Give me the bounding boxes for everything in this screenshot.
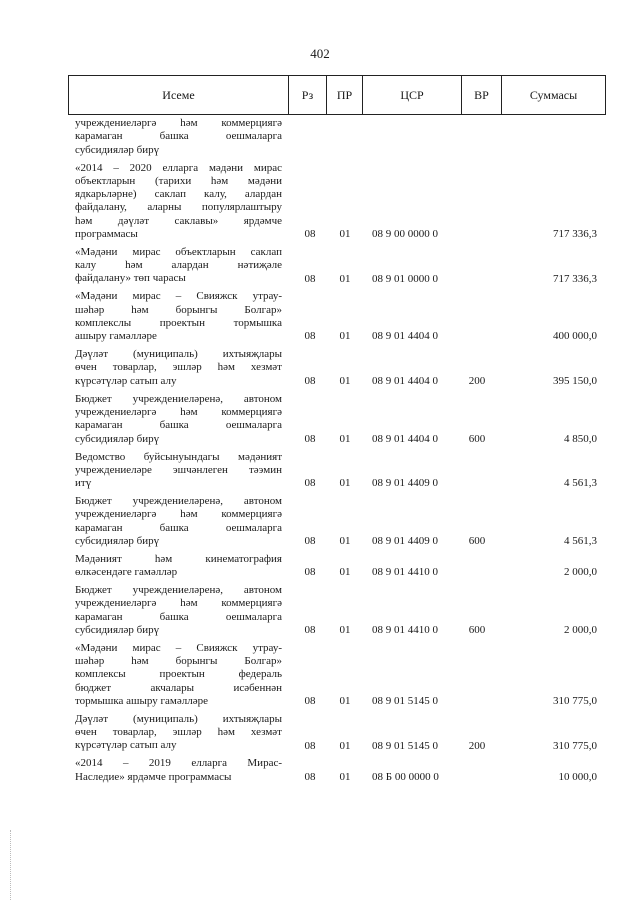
header-pr: ПР [327, 76, 363, 114]
row-name-line: Наследие» ярдәмче программасы [75, 770, 232, 783]
row-sum: 4 850,0 [564, 432, 597, 445]
row-name-line: объектларын (тарихи һәм мәдәни [75, 174, 282, 187]
row-name-line: учреждениеләргә һәм коммерциягә [75, 508, 282, 521]
header-vr: ВР [462, 76, 502, 114]
row-name-line: өчен товарлар, эшләр һәм хезмәт [75, 361, 282, 374]
row-name-line: комплекслы проектын тормышка [75, 316, 282, 329]
header-csr: ЦСР [363, 76, 462, 114]
row-name-line: файдалану» төп чарасы [75, 272, 186, 285]
row-sum: 10 000,0 [558, 770, 597, 783]
row-name [75, 642, 282, 708]
row-rz: 08 [304, 228, 316, 240]
row-sum: 717 336,3 [553, 272, 597, 285]
row-name-line: комплексы проектын федераль [75, 668, 282, 681]
row-rz: 08 [304, 566, 316, 579]
row-name-line: Дәүләт (муниципаль) ихтыяҗлары [75, 712, 282, 725]
row-name-line: субсидияләр бирү [75, 432, 160, 445]
row-pr: 01 [339, 477, 351, 490]
row-rz: 08 [304, 739, 316, 752]
row-rz: 08 [304, 477, 316, 490]
row-name [75, 162, 282, 242]
row-csr: 08 9 01 5145 0 [372, 739, 438, 752]
row-sum: 717 336,3 [553, 228, 597, 240]
row-pr: 01 [339, 739, 351, 752]
row-pr: 01 [339, 770, 351, 783]
row-name-line: күрсәтүләр сатып алу [75, 374, 177, 387]
row-csr: 08 9 01 0000 0 [372, 272, 438, 285]
row-name-line: ядкарьләрне) саклап калу, алардан [75, 188, 282, 201]
row-rz: 08 [304, 695, 316, 707]
row-name [75, 757, 282, 784]
row-name [75, 553, 282, 580]
row-name-line: субсидияләр бирү [75, 143, 160, 156]
row-rz: 08 [304, 330, 316, 343]
row-sum: 400 000,0 [553, 330, 597, 343]
row-csr: 08 9 01 5145 0 [372, 695, 438, 707]
row-csr: 08 9 01 4404 0 [372, 330, 438, 343]
row-name [75, 713, 282, 753]
row-pr: 01 [339, 534, 351, 547]
row-name-line: Ведомство буйсынуындагы мәдәният [75, 450, 282, 463]
table-header [68, 75, 606, 115]
row-name-line: субсидияләр бирү [75, 534, 160, 547]
header-name: Исеме [69, 76, 289, 114]
row-name [75, 584, 282, 637]
row-rz: 08 [304, 623, 316, 636]
row-name-line: Мәдәният һәм кинематография [75, 552, 282, 565]
row-rz: 08 [304, 770, 316, 783]
row-name-line: бюджет акчалары исәбеннән [75, 681, 282, 694]
row-pr: 01 [339, 330, 351, 343]
row-name [75, 246, 282, 286]
row-name-line: учреждениеләргә һәм коммерциягә [75, 405, 282, 418]
row-sum: 2 000,0 [564, 566, 597, 579]
row-csr: 08 9 01 4409 0 [372, 534, 438, 547]
row-name-line: өлкәсендәге гамәлләр [75, 566, 178, 579]
row-name-line: субсидияләр бирү [75, 623, 160, 636]
row-name-line: шәһәр һәм борынгы Болгар» [75, 655, 282, 668]
row-name [75, 348, 282, 388]
row-name-line: тормышка ашыру гамәлләре [75, 694, 208, 707]
row-csr: 08 9 01 4409 0 [372, 477, 438, 490]
row-name-line: Бюджет учреждениеләренә, автоном [75, 392, 282, 405]
row-pr: 01 [339, 432, 351, 445]
row-name-line: «Мәдәни мирас – Свияжск утрау- [75, 641, 282, 654]
row-name-line: программасы [75, 227, 138, 240]
row-sum: 395 150,0 [553, 374, 597, 387]
row-name-line: «2014 – 2020 елларга мәдәни мирас [75, 161, 282, 174]
row-csr: 08 9 00 0000 0 [372, 228, 438, 240]
row-name-line: учреждениеләргә һәм коммерциягә [75, 117, 282, 129]
row-name-line: карамаган башка оешмаларга [75, 419, 282, 432]
row-name-line: итү [75, 477, 92, 490]
row-name-line: Бюджет учреждениеләренә, автоном [75, 495, 282, 507]
row-pr: 01 [339, 228, 351, 240]
row-csr: 08 9 01 4404 0 [372, 374, 438, 387]
row-vr: 600 [468, 623, 486, 636]
row-rz: 08 [304, 432, 316, 445]
row-sum: 310 775,0 [553, 739, 597, 752]
row-rz: 08 [304, 374, 316, 387]
row-name-line: учреждениеләре эшчәнлеген тәэмин [75, 463, 282, 476]
row-name-line: һәм дәүләт саклавы» ярдәмче [75, 214, 282, 227]
row-vr: 200 [468, 374, 486, 387]
row-name-line: карамаган башка оешмаларга [75, 610, 282, 623]
row-rz: 08 [304, 272, 316, 285]
row-name-line: файдалану, аларны популярлаштыру [75, 201, 282, 214]
row-rz: 08 [304, 534, 316, 547]
row-vr: 600 [468, 432, 486, 445]
row-name-line: шәһәр һәм борынгы Болгар» [75, 303, 282, 316]
row-name-line: учреждениеләргә һәм коммерциягә [75, 597, 282, 610]
row-name-line: карамаган башка оешмаларга [75, 521, 282, 534]
header-rz: Рз [289, 76, 327, 114]
row-name-line: өчен товарлар, эшләр һәм хезмәт [75, 726, 282, 739]
row-name-line: «Мәдәни мирас объектларын саклап [75, 245, 282, 258]
row-pr: 01 [339, 374, 351, 387]
row-name-line: ашыру гамәлләре [75, 330, 157, 343]
margin-dots [10, 830, 13, 900]
row-name-line: карамаган башка оешмаларга [75, 130, 282, 143]
page-number: 402 [310, 46, 330, 61]
row-name [75, 393, 282, 446]
row-pr: 01 [339, 695, 351, 707]
row-name-line: Бюджет учреждениеләренә, автоном [75, 584, 282, 596]
row-name [75, 495, 282, 548]
row-csr: 08 9 01 4410 0 [372, 623, 438, 636]
row-sum: 310 775,0 [553, 695, 597, 707]
row-csr: 08 Б 00 0000 0 [372, 770, 439, 783]
row-name-line: «Мәдәни мирас – Свияжск утрау- [75, 290, 282, 303]
row-sum: 4 561,3 [564, 534, 597, 547]
row-csr: 08 9 01 4404 0 [372, 432, 438, 445]
row-csr: 08 9 01 4410 0 [372, 566, 438, 579]
row-pr: 01 [339, 623, 351, 636]
row-name-line: Дәүләт (муниципаль) ихтыяҗлары [75, 348, 282, 361]
row-name [75, 290, 282, 343]
row-vr: 200 [468, 739, 486, 752]
row-sum: 2 000,0 [564, 623, 597, 636]
header-sum: Суммасы [529, 87, 578, 102]
row-name-line: «2014 – 2019 елларга Мирас- [75, 757, 282, 770]
row-pr: 01 [339, 566, 351, 579]
row-name-line: күрсәтүләр сатып алу [75, 739, 177, 752]
row-name [75, 451, 282, 491]
row-vr: 600 [468, 534, 486, 547]
row-name-line: калу һәм алардан нәтиҗәле [75, 259, 282, 272]
row-sum: 4 561,3 [564, 477, 597, 490]
row-pr: 01 [339, 272, 351, 285]
row-name [75, 117, 282, 157]
